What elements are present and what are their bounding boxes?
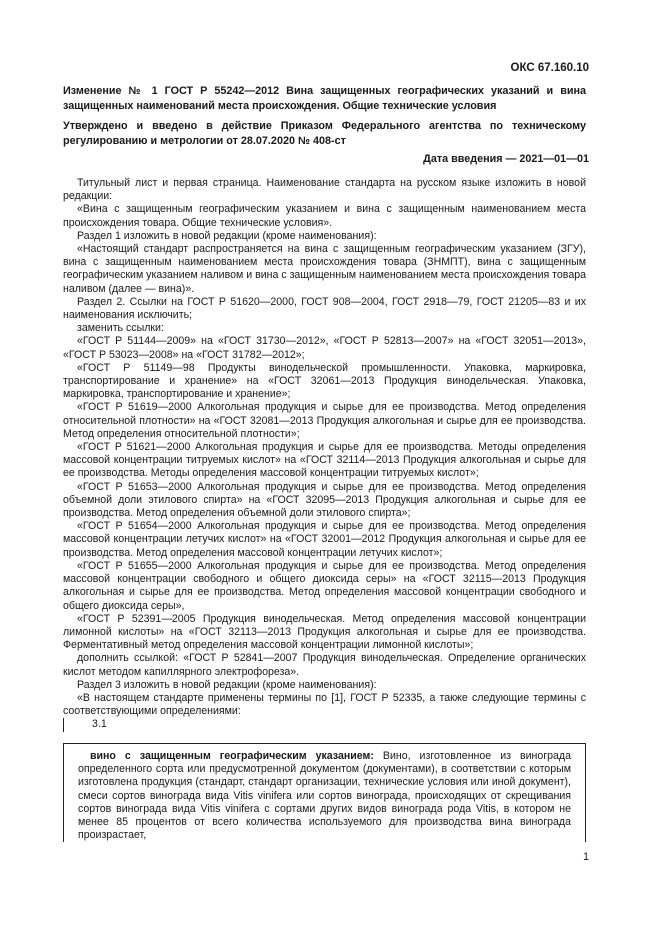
term-definition-box (63, 743, 586, 842)
oks-code: ОКС 67.160.10 (510, 62, 589, 74)
paragraph: «ГОСТ Р 51655—2000 Алкогольная продукция и сырье для ее производства. Метод определения массовой концентрации свободного и общего диоксида серы» на «ГОСТ 32115—2013 Продукция алкогольная и сырье для ее производства. Метод определения массовой концентрации свободного и общего диоксида серы», (63, 559, 586, 612)
term-definition (64, 744, 585, 842)
paragraph: «ГОСТ Р 51149—98 Продукты винодельческой промышленности. Упаковка, маркировка, транспортирование и хранение» на «ГОСТ 32061—2013 Продукция винодельческая. Упаковка, маркировка, транспортирование и хранение»; (63, 361, 586, 401)
paragraph: «ГОСТ Р 51619—2000 Алкогольная продукция и сырье для ее производства. Метод определения относительной плотности» на «ГОСТ 32081—2013 Продукция алкогольная и сырье для ее производства. Метод определения относительной плотности»; (63, 401, 586, 440)
paragraph: «ГОСТ Р 51653—2000 Алкогольная продукция и сырье для ее производства. Метод определения объемной доли этилового спирта» на «ГОСТ 32095—2013 Продукция алкогольная и сырье для ее производства. Метод определения объемной доли этилового спирта»; (63, 480, 586, 520)
amendment-title: Изменение № 1 ГОСТ Р 55242—2012 Вина защищенных географических указаний и вина защищенных наименований места происхождения. Общие технические условия (63, 85, 586, 112)
paragraph: «Вина с защищенным географическим указанием и вина с защищенным наименованием места происхождения товара. Общие технические условия». (63, 203, 586, 229)
paragraph: Раздел 1 изложить в новой редакции (кроме наименования): (77, 229, 377, 242)
paragraph: «Настоящий стандарт распространяется на вина с защищенным географическим указанием (ЗГУ), вина с защищенным наименованием места происхождения товара (ЗНМПТ), вина с защищенным географическим указанием наливом и вина с защищенным наименованием места происхождения товара наливом (далее — вина)». (63, 243, 586, 295)
paragraph: «ГОСТ Р 52391—2005 Продукция винодельческая. Метод определения массовой концентрации лимонной кислоты» на «ГОСТ 32113—2013 Продукция алкогольная и сырье для ее производства. Ферментативный метод определения массовой концентрации лимонной кислоты»; (63, 612, 586, 652)
paragraph: Раздел 3 изложить в новой редакции (кроме наименования): (77, 678, 377, 691)
page-number: 1 (583, 851, 589, 863)
document-body (63, 177, 586, 732)
clause-number: 3.1 (63, 718, 586, 732)
paragraph: Титульный лист и первая страница. Наименование стандарта на русском языке изложить в новой редакции: (63, 177, 586, 203)
paragraph: «ГОСТ Р 51144—2009» на «ГОСТ 31730—2012», «ГОСТ Р 52813—2007» на «ГОСТ 32051—2013», «ГОСТ Р 53023—2008» на «ГОСТ 31782—2012»; (63, 335, 586, 361)
paragraph: «ГОСТ Р 51654—2000 Алкогольная продукция и сырье для ее производства. Метод определения массовой концентрации летучих кислот» на «ГОСТ 32001—2012 Продукция алкогольная и сырье для ее производства. Метод определения массовой концентрации летучих кислот»; (63, 520, 586, 559)
paragraph: «ГОСТ Р 51621—2000 Алкогольная продукция и сырье для ее производства. Методы определения массовой концентрации титруемых кислот» на «ГОСТ 32114—2013 Продукция алкогольная и сырье для ее производства. Методы определения массовой концентрации титруемых кислот»; (63, 441, 586, 480)
paragraph: заменить ссылки: (77, 322, 164, 335)
term-text: Вино, изготовленное из винограда определенного сорта или предусмотренной документом (документами), в соответствии с которым изготовлена продукция (стандарт, стандарт организации, технические условия или иной документ), смеси сортов винограда вида Vitis vinifera или сортов винограда, происходящих от скрещивания сортов винограда вида Vitis vinifera с сортами других видов винограда рода Vitis, в котором не менее 85 процентов от всего количества используемого для производства вина винограда произрастает, (78, 750, 571, 842)
effective-date: Дата введения — 2021—01—01 (423, 153, 589, 165)
paragraph: Раздел 2. Ссылки на ГОСТ Р 51620—2000, ГОСТ 908—2004, ГОСТ 2918—79, ГОСТ 21205—83 и их наименования исключить; (63, 295, 586, 322)
approval-statement: Утверждено и введено в действие Приказом Федерального агентства по техническому регулированию и метрологии от 28.07.2020 № 408-ст (63, 120, 586, 147)
term-name: вино с защищенным географическим указанием: (90, 750, 374, 762)
paragraph: «В настоящем стандарте применены термины по [1], ГОСТ Р 52335, а также следующие термины с соответствующими определениями: (63, 691, 586, 718)
paragraph: дополнить ссылкой: «ГОСТ Р 52841—2007 Продукция винодельческая. Определение органических кислот методом капиллярного электрофореза». (63, 652, 586, 678)
